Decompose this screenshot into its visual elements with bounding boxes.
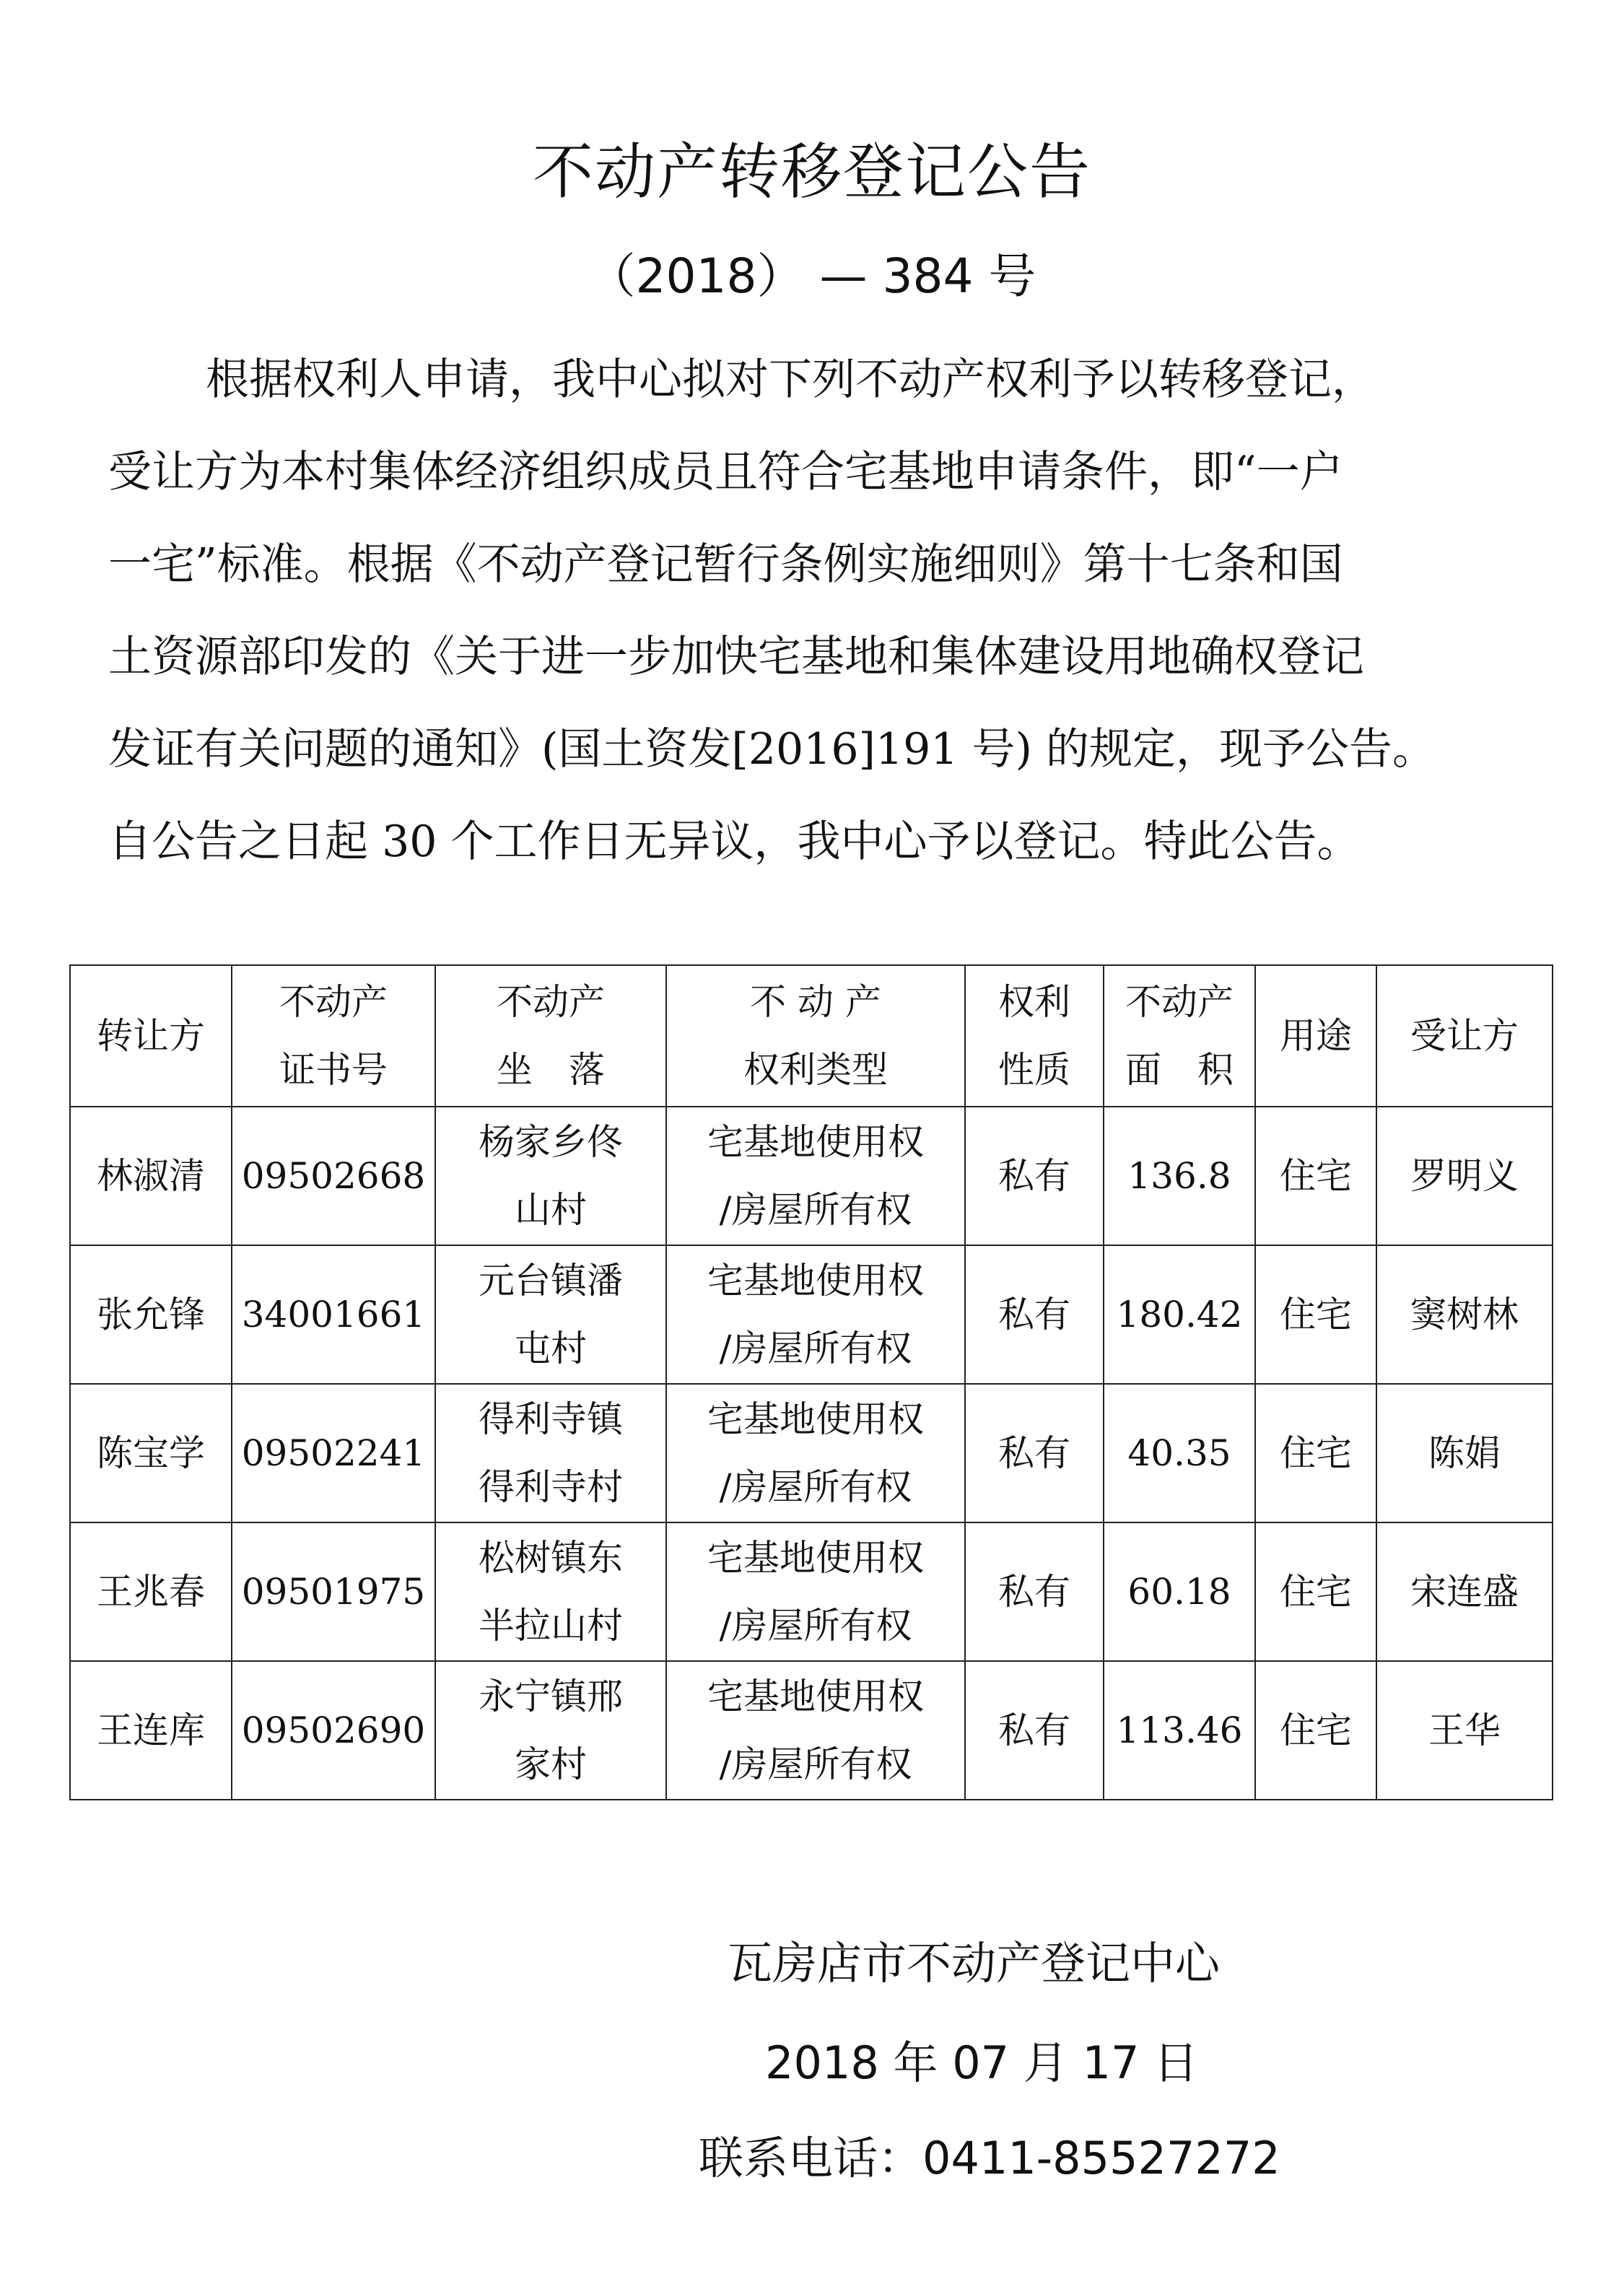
table-row	[70, 1245, 1553, 1384]
certificate-number-cell: 09501975	[232, 1522, 435, 1661]
transferor-cell: 张允锋	[70, 1245, 232, 1384]
table-row	[70, 1107, 1553, 1245]
right-type-cell	[666, 1384, 965, 1522]
certificate-number-cell: 09502690	[232, 1661, 435, 1800]
right-type-cell-line: /房屋所有权	[719, 1189, 912, 1231]
right-type-cell-line: 宅基地使用权	[707, 1121, 924, 1163]
right-type-cell-line: /房屋所有权	[719, 1605, 912, 1647]
use-cell: 住宅	[1255, 1661, 1376, 1800]
location-cell	[435, 1522, 666, 1661]
transferee-cell: 王华	[1376, 1661, 1553, 1800]
column-header-text: 权利	[998, 981, 1070, 1023]
notice-number: （2018） — 384 号	[588, 248, 1036, 304]
transferee-cell: 罗明义	[1376, 1107, 1553, 1245]
location-cell-line: 家村	[515, 1743, 587, 1785]
table-header-row	[70, 965, 1553, 1107]
column-header-text: 受让方	[1410, 1015, 1519, 1057]
location-cell-line: 杨家乡佟	[479, 1121, 623, 1163]
nature-cell: 私有	[965, 1522, 1104, 1661]
column-header-text: 用途	[1280, 1015, 1352, 1057]
transferee-cell: 陈娟	[1376, 1384, 1553, 1522]
right-type-cell-line: 宅基地使用权	[707, 1676, 924, 1717]
location-cell-line: 屯村	[515, 1328, 587, 1369]
right-type-cell	[666, 1661, 965, 1800]
notice-body	[108, 334, 1523, 888]
transferor-cell: 林淑清	[70, 1107, 232, 1245]
location-cell	[435, 1107, 666, 1245]
body-line: 一宅”标准。根据《不动产登记暂行条例实施细则》第十七条和国	[108, 539, 1343, 590]
certificate-number-cell: 09502241	[232, 1384, 435, 1522]
location-cell-line: 永宁镇邢	[479, 1676, 623, 1717]
right-type-cell-line: 宅基地使用权	[707, 1537, 924, 1579]
body-line: 发证有关问题的通知》(国土资发[2016]191 号) 的规定，现予公告。	[108, 724, 1436, 775]
location-cell-line: 元台镇潘	[479, 1260, 623, 1302]
right-type-cell	[666, 1107, 965, 1245]
column-header	[1255, 965, 1376, 1107]
column-header-text: 坐 落	[497, 1049, 605, 1091]
body-line: 自公告之日起 30 个工作日无异议，我中心予以登记。特此公告。	[108, 816, 1361, 867]
area-cell: 113.46	[1104, 1661, 1255, 1800]
transferor-cell: 王连库	[70, 1661, 232, 1800]
column-header	[965, 965, 1104, 1107]
nature-cell: 私有	[965, 1107, 1104, 1245]
nature-cell: 私有	[965, 1384, 1104, 1522]
use-cell: 住宅	[1255, 1522, 1376, 1661]
table-row	[70, 1661, 1553, 1800]
location-cell-line: 得利寺镇	[479, 1398, 623, 1440]
transferor-cell: 陈宝学	[70, 1384, 232, 1522]
nature-cell: 私有	[965, 1245, 1104, 1384]
issue-date: 2018 年 07 月 17 日	[765, 2036, 1199, 2089]
location-cell-line: 半拉山村	[479, 1605, 623, 1647]
location-cell	[435, 1661, 666, 1800]
right-type-cell-line: 宅基地使用权	[707, 1260, 924, 1302]
use-cell: 住宅	[1255, 1384, 1376, 1522]
table-body	[70, 1107, 1553, 1800]
use-cell: 住宅	[1255, 1107, 1376, 1245]
body-line: 土资源部印发的《关于进一步加快宅基地和集体建设用地确权登记	[108, 632, 1364, 682]
area-cell: 136.8	[1104, 1107, 1255, 1245]
column-header-text: 不动产	[279, 981, 388, 1023]
certificate-number-cell: 09502668	[232, 1107, 435, 1245]
location-cell-line: 松树镇东	[479, 1537, 623, 1579]
column-header	[666, 965, 965, 1107]
table-row	[70, 1522, 1553, 1661]
transferee-cell: 宋连盛	[1376, 1522, 1553, 1661]
column-header-text: 转让方	[97, 1015, 205, 1057]
right-type-cell-line: /房屋所有权	[719, 1328, 912, 1369]
area-cell: 40.35	[1104, 1384, 1255, 1522]
transferor-cell: 王兆春	[70, 1522, 232, 1661]
column-header	[70, 965, 232, 1107]
right-type-cell	[666, 1245, 965, 1384]
location-cell	[435, 1384, 666, 1522]
certificate-number-cell: 34001661	[232, 1245, 435, 1384]
right-type-cell	[666, 1522, 965, 1661]
location-cell-line: 山村	[515, 1189, 587, 1231]
area-cell: 60.18	[1104, 1522, 1255, 1661]
notice-title: 不动产转移登记公告	[532, 136, 1091, 207]
column-header-text: 不动产	[497, 981, 605, 1023]
issuer-name: 瓦房店市不动产登记中心	[728, 1937, 1221, 1990]
right-type-cell-line: 宅基地使用权	[707, 1398, 924, 1440]
nature-cell: 私有	[965, 1661, 1104, 1800]
column-header-text: 面 积	[1125, 1049, 1234, 1091]
column-header-text: 不 动 产	[750, 981, 881, 1023]
column-header-text: 权利类型	[743, 1049, 888, 1091]
location-cell-line: 得利寺村	[479, 1466, 623, 1508]
use-cell: 住宅	[1255, 1245, 1376, 1384]
contact-phone: 联系电话：0411-85527272	[699, 2132, 1280, 2184]
column-header-text: 不动产	[1125, 981, 1234, 1023]
body-line: 根据权利人申请，我中心拟对下列不动产权利予以转移登记，	[206, 354, 1375, 405]
column-header	[232, 965, 435, 1107]
area-cell: 180.42	[1104, 1245, 1255, 1384]
body-line: 受让方为本村集体经济组织成员且符合宅基地申请条件，即“一户	[108, 447, 1343, 497]
column-header-text: 证书号	[279, 1049, 388, 1091]
location-cell	[435, 1245, 666, 1384]
column-header	[435, 965, 666, 1107]
column-header	[1104, 965, 1255, 1107]
table-row	[70, 1384, 1553, 1522]
right-type-cell-line: /房屋所有权	[719, 1466, 912, 1508]
column-header	[1376, 965, 1553, 1107]
right-type-cell-line: /房屋所有权	[719, 1743, 912, 1785]
column-header-text: 性质	[998, 1049, 1070, 1091]
transferee-cell: 窦树林	[1376, 1245, 1553, 1384]
registration-table	[69, 964, 1553, 1800]
